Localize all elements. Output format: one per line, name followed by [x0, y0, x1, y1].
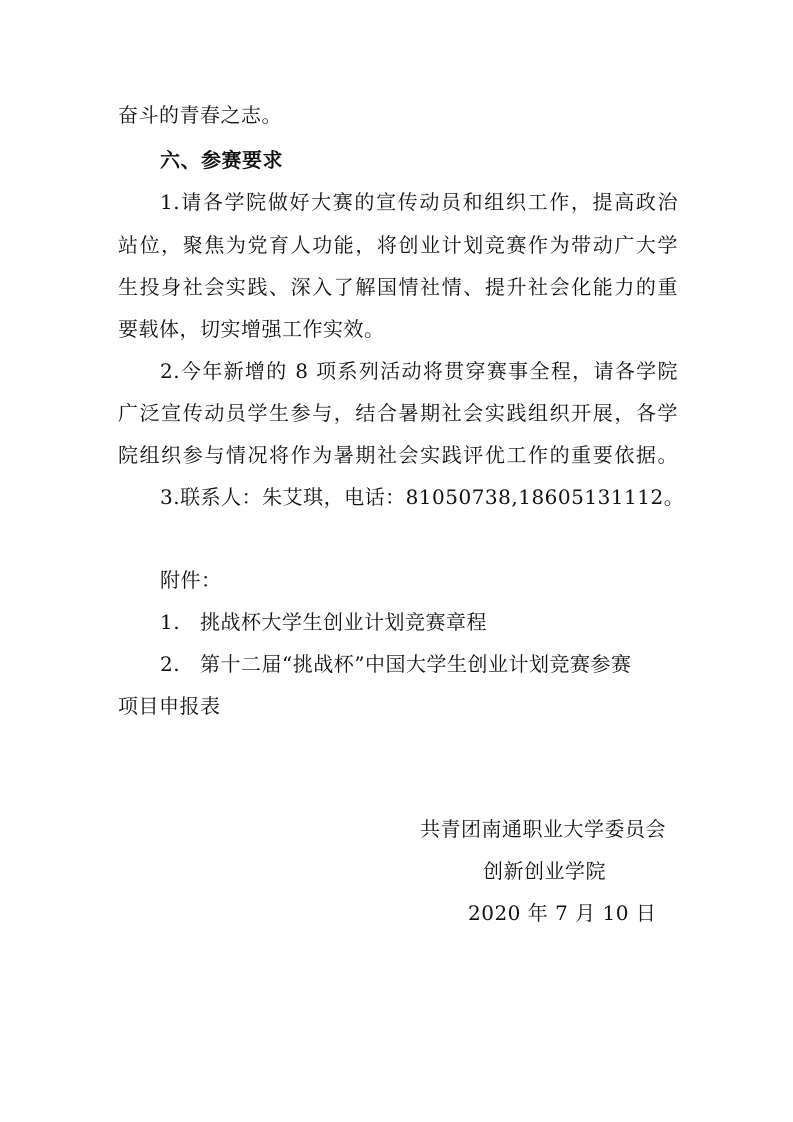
req1-line2: 站位，聚焦为党育人功能，将创业计划竞赛作为带动广大学: [118, 233, 678, 257]
signature-org-2: 创新创业学院: [483, 859, 606, 883]
req1-line4: 要载体，切实增强工作实效。: [118, 317, 385, 341]
attachment-2-number: 2.: [160, 652, 181, 676]
req2-line3: 院组织参与情况将作为暑期社会实践评优工作的重要依据。: [118, 443, 678, 467]
signature-org-1: 共青团南通职业大学委员会: [420, 817, 666, 841]
attachment-1-title: 挑战杯大学生创业计划竞赛章程: [200, 610, 487, 634]
attachment-2-title: 第十二届“挑战杯”中国大学生创业计划竞赛参赛: [200, 652, 632, 676]
paragraph-continuation: 奋斗的青春之志。: [118, 103, 282, 127]
attachment-1-number: 1.: [160, 610, 181, 634]
attachment-item-1: [160, 607, 678, 637]
signature-date: 2020 年 7 月 10 日: [468, 901, 657, 925]
req3-contact: 3.联系人：朱艾琪，电话：81050738,18605131112。: [160, 485, 685, 509]
attachment-item-2: [160, 649, 678, 679]
section-heading: 六、参赛要求: [160, 148, 283, 172]
req1-line1: 1.请各学院做好大赛的宣传动员和组织工作，提高政治: [160, 190, 678, 214]
req2-line2: 广泛宣传动员学生参与，结合暑期社会实践组织开展，各学: [118, 401, 678, 425]
attachment-2-continuation: 项目申报表: [118, 694, 221, 718]
req1-line3: 生投身社会实践、深入了解国情社情、提升社会化能力的重: [118, 275, 678, 299]
attachments-label: 附件：: [160, 568, 222, 592]
req2-line1: 2.今年新增的 8 项系列活动将贯穿赛事全程，请各学院: [160, 359, 678, 383]
